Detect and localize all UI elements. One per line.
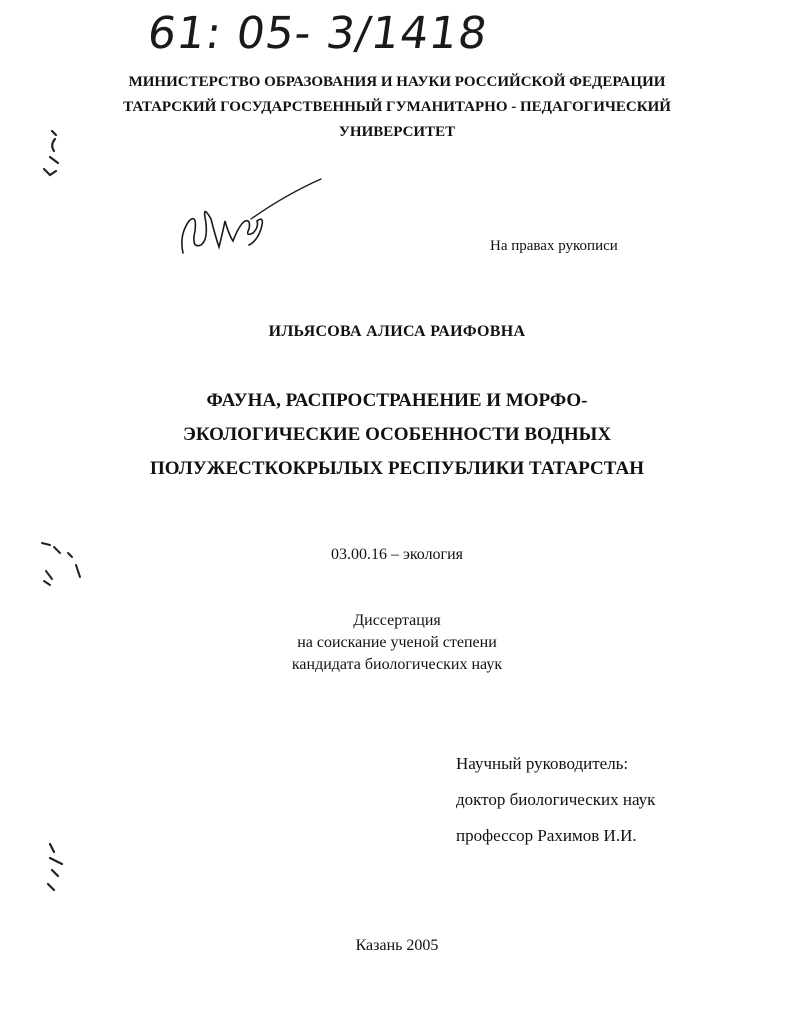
degree-line: на соискание ученой степени <box>297 634 497 651</box>
degree-statement <box>0 610 794 676</box>
supervisor-line: доктор биологических наук <box>456 790 656 809</box>
scan-artifact <box>0 840 70 900</box>
institution-header <box>0 70 794 145</box>
title-line: ЭКОЛОГИЧЕСКИЕ ОСОБЕННОСТИ ВОДНЫХ <box>182 424 612 445</box>
scan-artifact <box>0 535 100 595</box>
supervisor-line: профессор Рахимов И.И. <box>456 826 637 845</box>
archive-code: 61: 05- 3/1418 <box>144 8 492 59</box>
degree-line: Диссертация <box>353 612 441 629</box>
author-name: ИЛЬЯСОВА АЛИСА РАИФОВНА <box>268 323 526 340</box>
degree-line: кандидата биологических наук <box>291 656 503 673</box>
title-line: ПОЛУЖЕСТКОКРЫЛЫХ РЕСПУБЛИКИ ТАТАРСТАН <box>149 458 645 479</box>
institution-line: УНИВЕРСИТЕТ <box>338 124 456 140</box>
institution-line: ТАТАРСКИЙ ГОСУДАРСТВЕННЫЙ ГУМАНИТАРНО - ПЕДАГОГИЧЕСКИЙ <box>123 99 671 115</box>
signature <box>175 175 335 270</box>
institution-line: МИНИСТЕРСТВО ОБРАЗОВАНИЯ И НАУКИ РОССИЙСКОЙ ФЕДЕРАЦИИ <box>128 74 666 90</box>
supervisor-line: Научный руководитель: <box>456 754 629 773</box>
city-year: Казань 2005 <box>355 937 439 954</box>
supervisor-block <box>456 746 655 854</box>
specialty-code: 03.00.16 – экология <box>330 546 464 563</box>
scan-artifact <box>0 125 70 185</box>
rights-note: На правах рукописи <box>490 238 618 254</box>
title-line: ФАУНА, РАСПРОСТРАНЕНИЕ И МОРФО- <box>206 390 588 411</box>
dissertation-title <box>0 384 794 486</box>
